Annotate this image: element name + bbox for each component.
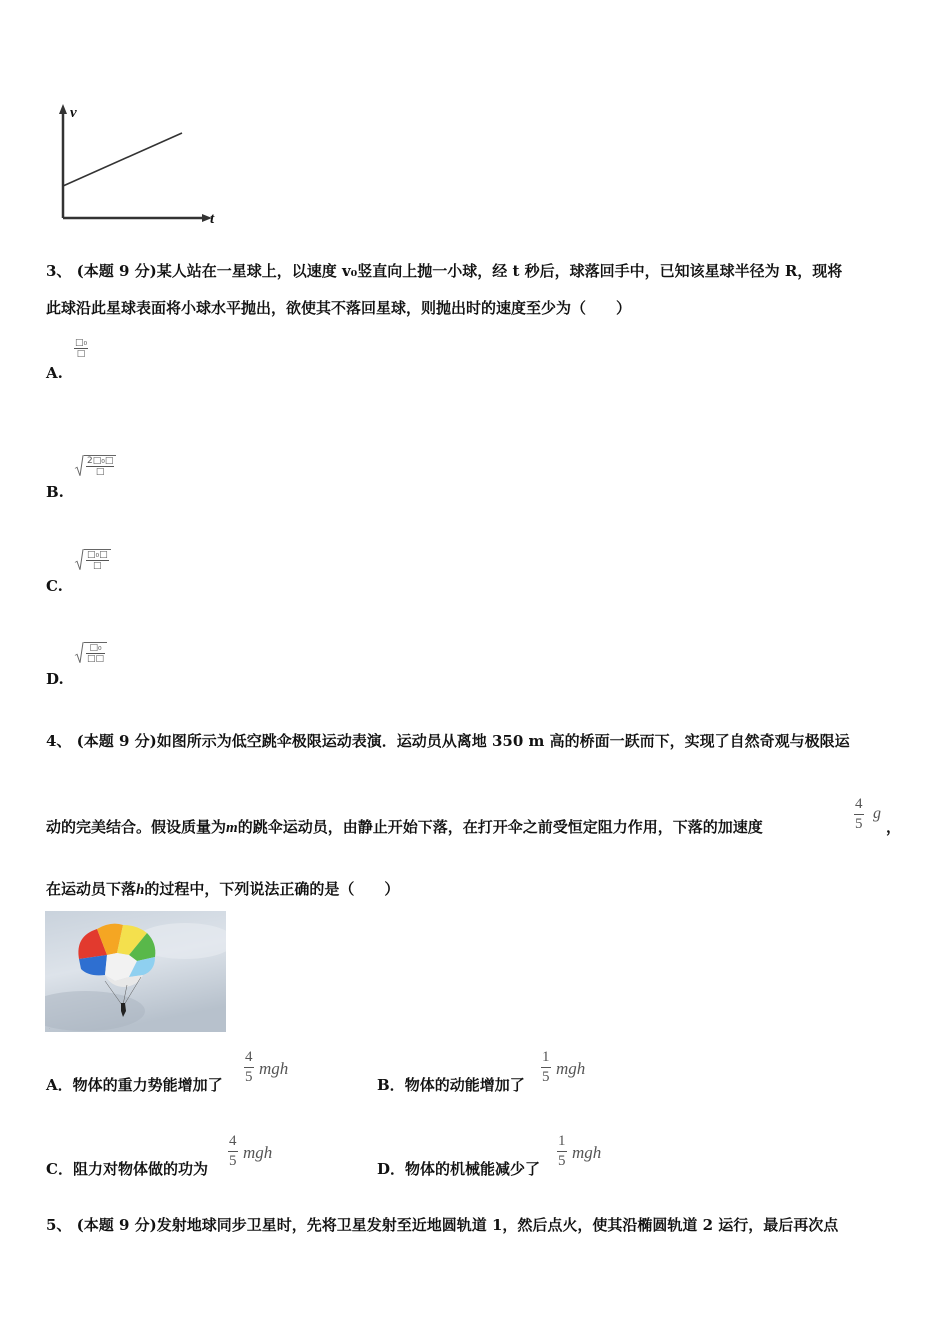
- q4-option-d-text: D．物体的机械能减少了: [377, 1160, 541, 1178]
- q4-line1: 4、 (本题 9 分)如图所示为低空跳伞极限运动表演．运动员从离地 350 m 高的桥面一跃而下，实现了自然奇观与极限运: [46, 732, 850, 750]
- velocity-line: [63, 133, 182, 186]
- q4-option-a-fraction: $\frac{4}{5}$: [245, 1049, 253, 1085]
- q4-option-b-text: B．物体的动能增加了: [377, 1076, 525, 1094]
- x-axis-label: t: [210, 211, 215, 227]
- y-axis-label: v: [70, 105, 77, 121]
- q4-option-a-expr: mgh: [259, 1059, 289, 1078]
- q3-option-d-sqrt: $\frac{\text{□₀}}{□□}$: [74, 642, 107, 664]
- q4-option-a-text: A．物体的重力势能增加了: [46, 1076, 223, 1094]
- q3-option-d: [46, 642, 105, 688]
- q3-option-c-label: C.: [46, 577, 63, 595]
- q4-line2-end: ，: [886, 818, 902, 836]
- q3-option-a-label: A.: [46, 364, 63, 382]
- q4-line2: 动的完美结合。假设质量为m的跳伞运动员，由静止开始下落，在打开伞之前受恒定阻力作用，下落的加速度: [46, 818, 763, 836]
- radical-sign: [74, 642, 84, 664]
- q4-option-d-fraction: $\frac{1}{5}$: [558, 1133, 566, 1169]
- q3-option-b: [46, 455, 114, 501]
- radical-sign: [74, 549, 84, 571]
- q3-option-b-sqrt: $\frac{\text{2□₀□}}{□}$: [74, 455, 116, 477]
- parachute-photo: [45, 911, 226, 1032]
- q3-option-c-sqrt: $\frac{\text{□₀□}}{□}$: [74, 549, 111, 571]
- q4-option-c-fraction: $\frac{4}{5}$: [229, 1133, 237, 1169]
- q4-accel-g: g: [873, 805, 881, 822]
- y-axis-arrow: [59, 104, 67, 114]
- svg-text:.: .: [49, 1025, 51, 1030]
- q3-line1: 3、 (本题 9 分)某人站在一星球上，以速度 v₀竖直向上抛一小球，经 t 秒后，球落回手中，已知该星球半径为 R，现将: [46, 262, 843, 280]
- q5-line1: 5、 (本题 9 分)发射地球同步卫星时，先将卫星发射至近地圆轨道 1，然后点火，使其沿椭圆轨道 2 运行，最后再次点: [46, 1216, 839, 1234]
- q3-option-d-label: D.: [46, 670, 64, 688]
- q3-option-b-label: B.: [46, 483, 64, 501]
- q4-option-b-expr: mgh: [556, 1059, 586, 1078]
- q3-option-c: [46, 549, 108, 595]
- q4-option-c-expr: mgh: [243, 1143, 273, 1162]
- velocity-time-graph: [50, 100, 230, 228]
- q4-option-c-text: C．阻力对物体做的功为: [46, 1160, 208, 1178]
- q4-accel-fraction: $\frac{4}{5}$: [855, 796, 863, 832]
- radical-sign: [74, 455, 84, 477]
- q4-line3: 在运动员下落h的过程中，下列说法正确的是（ ）: [46, 880, 400, 898]
- q3-option-a-fraction: □₀ □: [75, 338, 88, 359]
- q4-option-d-expr: mgh: [572, 1143, 602, 1162]
- q3-line2: 此球沿此星球表面将小球水平抛出，欲使其不落回星球，则抛出时的速度至少为（ ）: [46, 299, 632, 317]
- q4-option-b-fraction: $\frac{1}{5}$: [542, 1049, 550, 1085]
